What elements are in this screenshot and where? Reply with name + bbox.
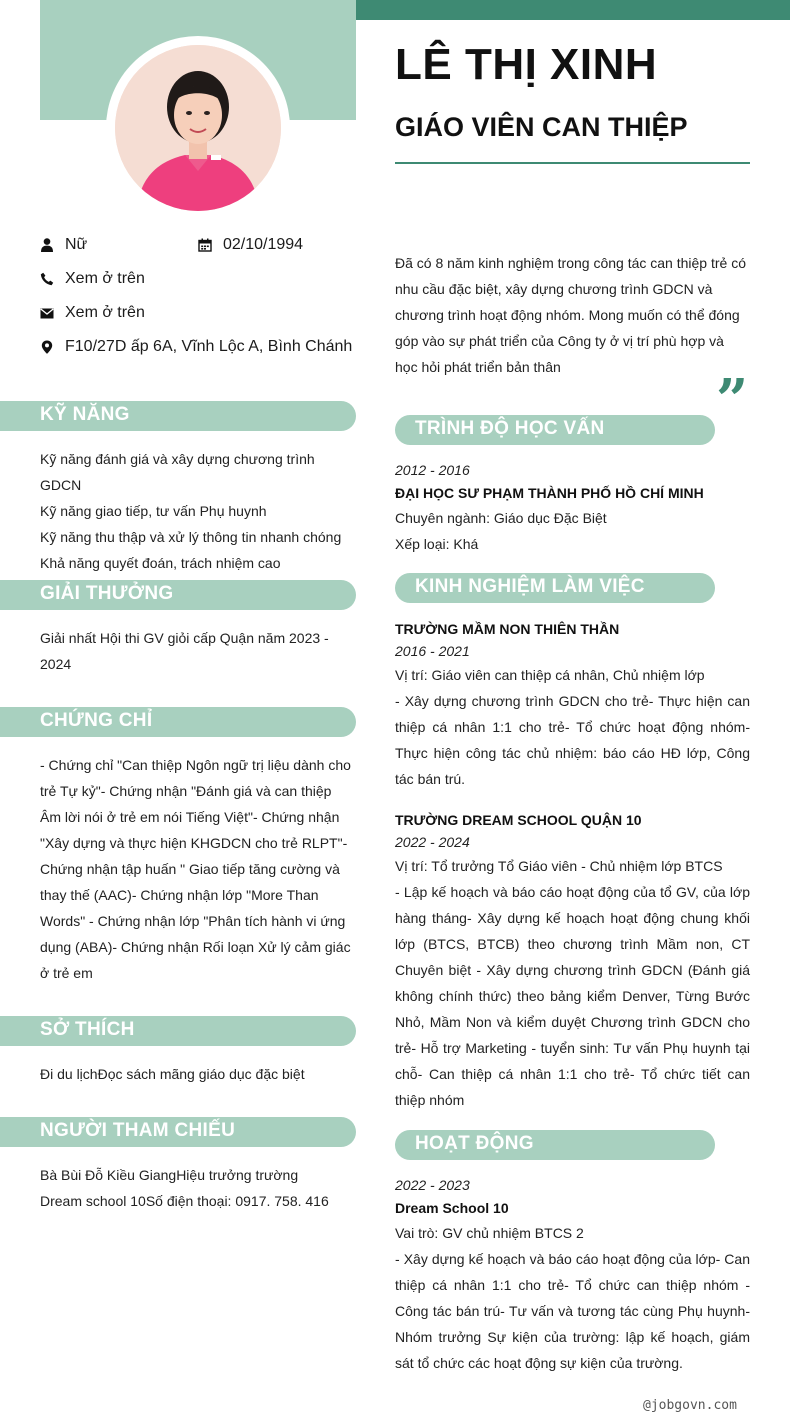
job-position: Vị trí: Giáo viên can thiệp cá nhân, Chủ nhiệm lớp	[395, 667, 705, 683]
education-school: ĐẠI HỌC SƯ PHẠM THÀNH PHỐ HỒ CHÍ MINH	[395, 485, 704, 501]
top-accent-bar	[356, 0, 790, 20]
experience-header	[395, 573, 715, 603]
skills-list	[40, 446, 352, 576]
education-grade: Xếp loại: Khá	[395, 536, 479, 552]
activity-role: Vai trò: GV chủ nhiệm BTCS 2	[395, 1225, 584, 1241]
career-summary: Đã có 8 năm kinh nghiệm trong công tác can thiệp trẻ có nhu cầu đặc biệt, xây dựng chương trình GDCN và chương trình hoạt động nhóm. Mong muốn có thể đóng góp vào sự phát triển của Công ty ở vị trí phù hợp và học hỏi phát triển bản thân	[395, 255, 746, 375]
certificates-heading: CHỨNG CHỈ	[40, 710, 153, 731]
birthdate-text: 02/10/1994	[223, 236, 304, 253]
experience-heading: KINH NGHIỆM LÀM VIỆC	[415, 576, 645, 597]
awards-header	[0, 580, 356, 610]
activity-org: Dream School 10	[395, 1200, 509, 1216]
activities-block	[395, 1174, 750, 1376]
education-period: 2012 - 2016	[395, 462, 470, 478]
skill-item: Kỹ năng giao tiếp, tư vấn Phụ huynh	[40, 503, 267, 519]
skill-item: Kỹ năng đánh giá và xây dựng chương trình GDCN	[40, 451, 315, 493]
info-birthdate	[198, 236, 303, 254]
activities-header	[395, 1130, 715, 1160]
hobbies-header	[0, 1016, 356, 1046]
references-heading: NGƯỜI THAM CHIẾU	[40, 1120, 236, 1141]
mail-icon	[40, 306, 54, 320]
location-pin-icon	[40, 340, 54, 354]
watermark: @jobgovn.com	[643, 1398, 737, 1413]
education-heading: TRÌNH ĐỘ HỌC VẤN	[415, 418, 605, 439]
job-title: GIÁO VIÊN CAN THIỆP	[395, 112, 688, 142]
phone-text: Xem ở trên	[65, 270, 145, 287]
certificates-header	[0, 707, 356, 737]
activities-heading: HOẠT ĐỘNG	[415, 1133, 534, 1154]
email-text: Xem ở trên	[65, 304, 145, 321]
experience-job-2	[395, 809, 750, 1113]
job-company: TRƯỜNG MẦM NON THIÊN THẦN	[395, 621, 620, 637]
profile-photo	[115, 45, 281, 211]
education-major: Chuyên ngành: Giáo dục Đặc Biệt	[395, 510, 607, 526]
person-icon	[40, 238, 54, 252]
calendar-icon	[198, 238, 212, 252]
address-text: F10/27D ấp 6A, Vĩnh Lộc A, Bình Chánh	[65, 338, 353, 355]
references-text: Bà Bùi Đỗ Kiều GiangHiệu trưởng trường Dream school 10Số điện thoại: 0917. 758. 416	[40, 1167, 329, 1209]
quote-icon: ”	[716, 367, 749, 433]
activity-description: - Xây dựng kế hoạch và báo cáo hoạt động của lớp- Can thiệp cá nhân 1:1 cho trẻ- Tổ chức can thiệp nhóm - Công tác bán trú- Tư vấn và tương tác cùng Phụ huynh- Nhóm trưởng Sự kiện của trường: lập kế hoạch, giám sát tổ chức các hoạt động sự kiện của trường.	[395, 1251, 750, 1371]
hobbies-heading: SỞ THÍCH	[40, 1019, 135, 1040]
info-email	[40, 304, 145, 322]
job-description: - Lập kế hoạch và báo cáo hoạt động của tổ GV, của lớp hàng tháng- Xây dựng kế hoạch hoạt động chung khối lớp (BTCS, BTCB) theo chương trình Mầm non, CT Chuyên biệt - Xây dựng chương trình GDCN (Đánh giá không chính thức) theo bảng kiểm Denver, Từng Bước Nhỏ, Mầm Non và kiểm duyệt Chương trình GDCN cho trẻ- Hỗ trợ Marketing - tuyển sinh: Tư vấn Phụ huynh tại chỗ- Can thiệp cá nhân 1:1 cho trẻ- Tổ chức tiết can thiệp nhóm	[395, 884, 750, 1108]
skill-item: Khả năng quyết đoán, trách nhiệm cao	[40, 555, 281, 571]
info-phone	[40, 270, 145, 288]
experience-job-1	[395, 618, 750, 792]
hobbies-text: Đi du lịchĐọc sách mãng giáo dục đặc biệt	[40, 1066, 305, 1082]
awards-heading: GIẢI THƯỞNG	[40, 583, 174, 604]
references-header	[0, 1117, 356, 1147]
job-position: Vị trí: Tổ trưởng Tổ Giáo viên - Chủ nhiệm lớp BTCS	[395, 858, 723, 874]
education-block	[395, 459, 750, 557]
skill-item: Kỹ năng thu thập và xử lý thông tin nhanh chóng	[40, 529, 342, 545]
phone-icon	[40, 272, 54, 286]
skills-header	[0, 401, 356, 431]
skills-heading: KỸ NĂNG	[40, 404, 130, 425]
activity-period: 2022 - 2023	[395, 1177, 470, 1193]
info-address	[40, 338, 352, 356]
gender-text: Nữ	[65, 236, 88, 253]
job-description: - Xây dựng chương trình GDCN cho trẻ- Thực hiện can thiệp cá nhân 1:1 cho trẻ- Tổ chức hoạt động nhóm- Thực hiện công tác chủ nhiệm: báo cáo HĐ lớp, Công tác bán trú.	[395, 693, 750, 787]
profile-photo-illustration	[115, 45, 281, 211]
candidate-name: LÊ THỊ XINH	[395, 40, 658, 89]
certificates-text: - Chứng chỉ "Can thiệp Ngôn ngữ trị liệu dành cho trẻ Tự kỷ"- Chứng nhận "Đánh giá và can thiệp Âm lời nói ở trẻ em nói Tiếng Việt"- Chứng nhận "Xây dựng và thực hiện KHGDCN cho trẻ RLPT"- Chứng nhận tập huấn " Giao tiếp tăng cường và thay thế (AAC)- Chứng nhận lớp "More Than Words" - Chứng nhận lớp "Phân tích hành vi ứng dụng (ABA)- Chứng nhận Rối loạn Xử lý cảm giác ở trẻ em	[40, 757, 351, 981]
education-header	[395, 415, 715, 445]
job-company: TRƯỜNG DREAM SCHOOL QUẬN 10	[395, 812, 642, 828]
awards-text: Giải nhất Hội thi GV giỏi cấp Quận năm 2023 - 2024	[40, 630, 329, 672]
job-period: 2022 - 2024	[395, 834, 470, 850]
job-period: 2016 - 2021	[395, 643, 470, 659]
title-divider	[395, 162, 750, 164]
info-gender	[40, 236, 87, 254]
